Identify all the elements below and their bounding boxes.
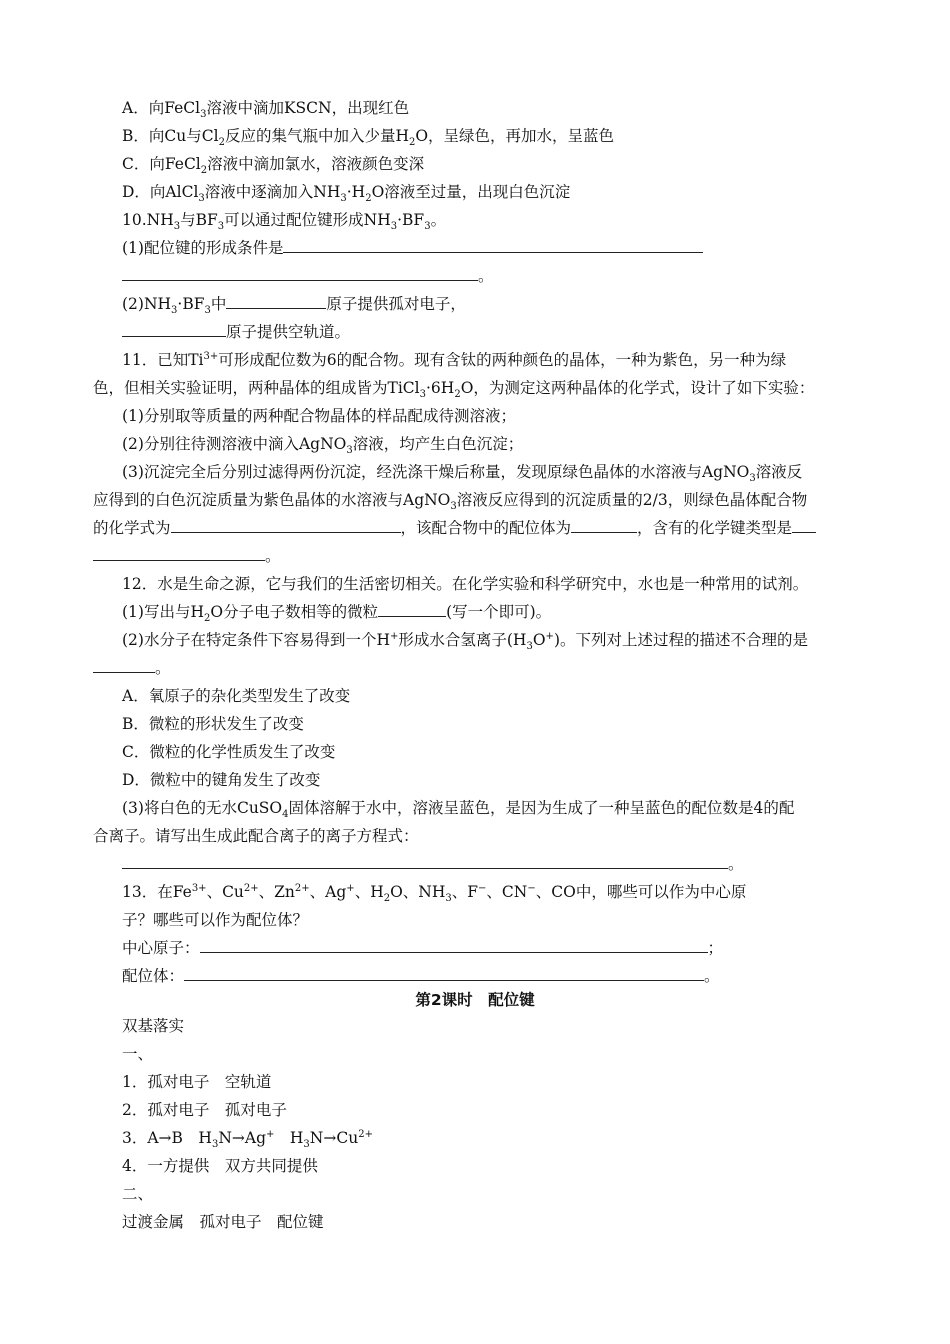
section-label: 双基落实 (122, 1017, 185, 1035)
answer-blank[interactable] (283, 238, 703, 253)
q12-part1: (1)写出与$H_2O$分子电子数相等的微粒 (写一个即可)。 (122, 603, 552, 625)
q12-equation-line: 。 (122, 854, 744, 874)
q9-option-c: C．向FeCl$_2$溶液中滴加氯水，溶液颜色变深 (122, 155, 425, 177)
answer-blank[interactable] (93, 658, 155, 673)
q11-question-cont: 。 (93, 546, 281, 566)
q12-part3-cont: 合离子。请写出生成此配合离子的离子方程式： (93, 827, 419, 845)
answer-3: 3．A→B $H_3N\to Ag^+$ $H_3N\to Cu^{2+}$ (122, 1128, 373, 1151)
answer-blank[interactable] (122, 854, 728, 869)
answer-blank[interactable] (122, 266, 478, 281)
q10-part1: (1)配位键的形成条件是 (122, 238, 703, 258)
q11-line2: 色，但相关实验证明，两种晶体的组成皆为$TiCl_3\cdot 6H_2O$，为测定这两种晶体的化学式，设计了如下实验： (93, 379, 815, 401)
q11-step3: (3)沉淀完全后分别过滤得两份沉淀，经洗涤干燥后称量，发现原绿色晶体的水溶液与AgNO$_3$溶液反 (122, 463, 803, 485)
answer-2: 2．孤对电子 孤对电子 (122, 1101, 287, 1119)
answer-5: 过渡金属 孤对电子 配位键 (122, 1213, 324, 1231)
q10-part2-cont: 原子提供空轨道。 (122, 322, 350, 342)
q9-option-a: A．向FeCl$_3$溶液中滴加KSCN，出现红色 (122, 99, 410, 121)
answer-blank[interactable] (93, 546, 265, 561)
q12-part2-cont: 。 (93, 658, 171, 678)
q12-stem: 12．水是生命之源，它与我们的生活密切相关。在化学实验和科学研究中，水也是一种常用的试剂。 (122, 575, 809, 593)
answer-blank[interactable] (122, 322, 226, 337)
q11-step1: (1)分别取等质量的两种配合物晶体的样品配成待测溶液； (122, 407, 516, 425)
answer-section-title: 第2课时 配位键 (415, 991, 535, 1009)
answer-1: 1．孤对电子 空轨道 (122, 1073, 272, 1091)
q12-part2: (2)水分子在特定条件下容易得到一个H+形成水合氢离子$(H_3O^+)$。下列对上述过程的描述不合理的是 (122, 630, 808, 653)
q12-option-d: D．微粒中的键角发生了改变 (122, 771, 321, 789)
answer-blank[interactable] (171, 518, 401, 533)
q10-stem: $10.NH_3$与$BF_3$可以通过配位键形成$NH_3\cdot BF_3$。 (122, 211, 447, 233)
q12-part3: (3)将白色的无水CuSO$_4$固体溶解于水中，溶液呈蓝色，是因为生成了一种呈蓝色的配位数是4的配 (122, 799, 795, 821)
q10-part2: $(2)NH_3\cdot BF_3$中 原子提供孤对电子， (122, 295, 466, 317)
answer-blank[interactable] (792, 518, 816, 533)
q13-stem: 13．在$Fe^{3+}$、$Cu^{2+}$、$Zn^{2+}$、Ag+、$H_2O$、$NH_3$、F−、CN−、CO中，哪些可以作为中心原 (122, 882, 747, 905)
q11-question: 的化学式为 ，该配合物中的配位体为 ，含有的化学键类型是 (93, 518, 816, 538)
answer-blank[interactable] (184, 966, 704, 981)
q9-option-d: D．向AlCl$_3$溶液中逐滴加入$NH_3\cdot H_2O$溶液至过量，出现白色沉淀 (122, 183, 571, 205)
answer-blank[interactable] (200, 938, 708, 953)
part-heading-1: 一、 (122, 1045, 154, 1063)
q12-option-a: A．氧原子的杂化类型发生了改变 (122, 687, 351, 705)
answer-blank[interactable] (571, 518, 637, 533)
q12-option-b: B．微粒的形状发生了改变 (122, 715, 304, 733)
q13-center-atoms: 中心原子： ； (122, 939, 724, 957)
answer-blank[interactable] (226, 294, 326, 309)
q10-part1-cont: 。 (122, 266, 494, 286)
answer-blank[interactable] (378, 602, 446, 617)
q11-step2: (2)分别往待测溶液中滴入AgNO$_3$溶液，均产生白色沉淀； (122, 435, 524, 457)
q9-option-b: B．向Cu与$Cl_2$反应的集气瓶中加入少量$H_2O$，呈绿色，再加水，呈蓝色 (122, 127, 615, 149)
q12-option-c: C．微粒的化学性质发生了改变 (122, 743, 336, 761)
part-heading-2: 二、 (122, 1185, 154, 1203)
q11-step3-cont: 应得到的白色沉淀质量为紫色晶体的水溶液与AgNO$_3$溶液反应得到的沉淀质量的2/3，则绿色晶体配合物 (93, 491, 808, 513)
q13-ligands: 配位体： 。 (122, 967, 720, 985)
q11-line1: 11．已知$Ti^{3+}$可形成配位数为6的配合物。现有含钛的两种颜色的晶体，一种为紫色，另一种为绿 (122, 350, 787, 369)
q13-stem-cont: 子？哪些可以作为配位体？ (122, 911, 309, 929)
answer-4: 4．一方提供 双方共同提供 (122, 1157, 318, 1175)
